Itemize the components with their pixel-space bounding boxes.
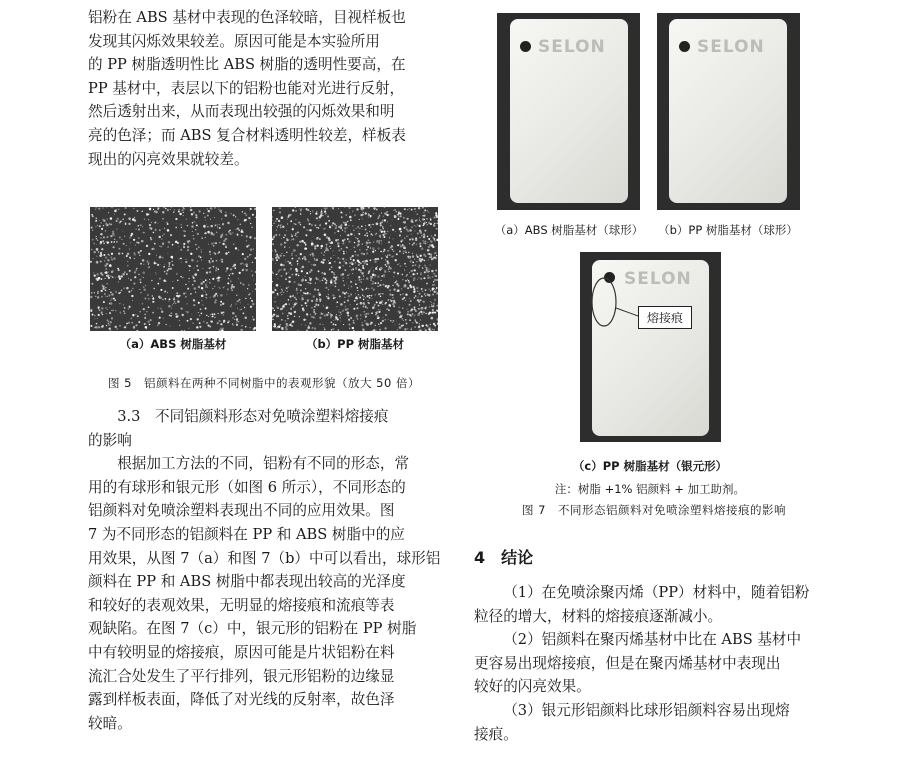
text-line: PP 基材中，表层以下的铝粉也能对光进行反射，	[88, 79, 405, 97]
brand-embossing: SELON	[624, 269, 692, 289]
fig5-caption: 图 5 铝颜料在两种不同树脂中的表观形貌（放大 50 倍）	[108, 376, 420, 390]
micrograph-abs	[90, 207, 256, 331]
sample-photo-b	[657, 13, 800, 210]
fig7-caption: 图 7 不同形态铝颜料对免喷涂塑料熔接痕的影响	[522, 503, 786, 517]
weld-line-marker	[580, 252, 721, 442]
text-line: 颜料在 PP 和 ABS 树脂中都表现出较高的光泽度	[88, 573, 406, 591]
text-line: 根据加工方法的不同，铝粉有不同的形态，常	[117, 455, 410, 473]
text-line: 粒径的增大，材料的熔接痕逐渐减小。	[474, 607, 723, 625]
text-line: 发现其闪烁效果较差。原因可能是本实验所用	[88, 32, 380, 50]
speckle-texture	[272, 207, 438, 331]
text-line: 现出的闪亮效果就较差。	[88, 150, 249, 168]
text-line: 用效果，从图 7（a）和图 7（b）中可以看出，球形铝	[88, 549, 441, 567]
speckle-texture	[90, 207, 256, 331]
text-line: 流汇合处发生了平行排列，银元形铝粉的边缘显	[88, 667, 395, 685]
sample-photo-a	[497, 13, 640, 210]
text-line: 较好的闪亮效果。	[474, 678, 591, 696]
conclusion-list	[474, 581, 834, 746]
section-4-heading: 4 结论	[474, 548, 534, 567]
fig7-subcaption-c: （c）PP 树脂基材（银元形）	[572, 459, 728, 473]
text-line: 铝颜料对免喷涂塑料表现出不同的应用效果。图	[88, 502, 395, 520]
text-line: （3）银元形铝颜料比球形铝颜料容易出现熔	[503, 701, 790, 719]
text-line: 7 为不同形态的铝颜料在 PP 和 ABS 树脂中的应	[88, 525, 405, 543]
section-heading-line: 3.3 不同铝颜料形态对免喷涂塑料熔接痕	[117, 408, 389, 425]
text-line: 和较好的表观效果，无明显的熔接痕和流痕等表	[88, 596, 395, 614]
text-line: （2）铝颜料在聚丙烯基材中比在 ABS 基材中	[503, 631, 802, 649]
text-line: 露到样板表面，降低了对光线的反射率，故色泽	[88, 691, 395, 709]
hanging-hole	[520, 41, 531, 52]
text-line: 用的有球形和银元形（如图 6 所示），不同形态的	[88, 478, 406, 496]
sample-plaque	[669, 19, 787, 203]
text-line: 接痕。	[474, 725, 518, 743]
text-line: 的 PP 树脂透明性比 ABS 树脂的透明性要高，在	[88, 56, 406, 74]
sample-plaque	[510, 19, 628, 203]
sample-photo-c	[580, 252, 721, 442]
weld-line-callout: 熔接痕	[638, 306, 692, 329]
fig7-subcaption-b: （b）PP 树脂基材（球形）	[658, 223, 798, 237]
intro-paragraph	[88, 6, 448, 171]
fig7-note: 注：树脂 +1% 铝颜料 + 加工助剂。	[554, 482, 746, 496]
fig7-subcaption-a: （a）ABS 树脂基材（球形）	[494, 223, 644, 237]
text-line: 较暗。	[88, 714, 132, 732]
fig5-subcaption-a: （a）ABS 树脂基材	[119, 337, 227, 351]
micrograph-pp	[272, 207, 438, 331]
left-column	[88, 6, 448, 171]
fig5-subcaption-b: （b）PP 树脂基材	[305, 337, 405, 351]
brand-embossing: SELON	[697, 37, 765, 57]
text-line: 中有较明显的熔接痕，原因可能是片状铝粉在料	[88, 643, 395, 661]
text-line: 亮的色泽；而 ABS 复合材料透明性较差，样板表	[88, 126, 406, 144]
hanging-hole	[679, 41, 690, 52]
text-line: 观缺陷。在图 7（c）中，银元形的铝粉在 PP 树脂	[88, 620, 417, 638]
text-line: 更容易出现熔接痕，但是在聚丙烯基材中表现出	[474, 654, 781, 672]
text-line: 然后透射出来，从而表现出较强的闪烁效果和明	[88, 103, 395, 121]
brand-embossing: SELON	[538, 37, 606, 57]
section-3-3	[88, 405, 448, 735]
section-heading-line: 的影响	[88, 431, 132, 449]
text-line: （1）在免喷涂聚丙烯（PP）材料中，随着铝粉	[503, 584, 810, 601]
text-line: 铝粉在 ABS 基材中表现的色泽较暗，目视样板也	[88, 9, 406, 26]
